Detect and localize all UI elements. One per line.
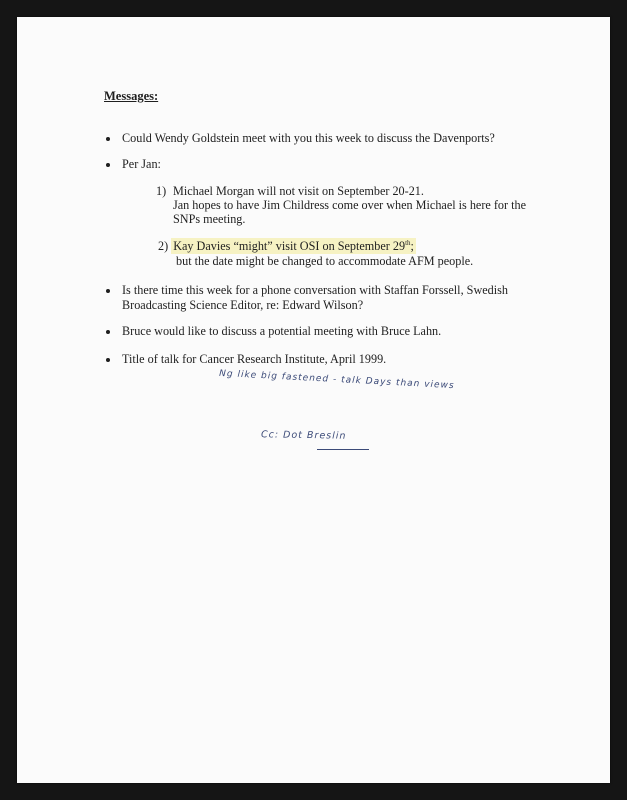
highlighted-text [171, 238, 416, 254]
bullet-marker [106, 358, 110, 362]
message-item-per-jan: Per Jan: [122, 157, 161, 171]
bullet-marker [106, 330, 110, 334]
message-item-title-talk: Title of talk for Cancer Research Institute, April 1999. [122, 352, 387, 366]
document-page [17, 17, 610, 783]
bullet-marker [106, 289, 110, 293]
bullet-marker [106, 137, 110, 141]
messages-heading: Messages: [104, 89, 159, 103]
sub-item-2-line-2: but the date might be changed to accommodate AFM people. [176, 254, 474, 268]
message-item-wendy: Could Wendy Goldstein meet with you this week to discuss the Davenports? [122, 131, 495, 145]
highlighted-text-end: ; [410, 239, 414, 253]
handwritten-note-1: Ng like big fastened - talk Days than views [218, 368, 455, 392]
sub-item-2-line-1 [158, 238, 416, 254]
highlighted-text-main: Kay Davies “might” visit OSI on September 29 [173, 239, 406, 253]
message-item-bruce: Bruce would like to discuss a potential meeting with Bruce Lahn. [122, 324, 442, 338]
sub-item-1-line-2: Jan hopes to have Jim Childress come over when Michael is here for the [173, 198, 527, 212]
bullet-marker [106, 163, 110, 167]
handwritten-cc-note: Cc: Dot Breslin [260, 429, 347, 442]
handwritten-underline [317, 449, 369, 450]
sub-item-number-2: 2) [158, 239, 169, 253]
sub-item-1-line-3: SNPs meeting. [173, 212, 246, 226]
message-item-staffan-line-2: Broadcasting Science Editor, re: Edward Wilson? [122, 298, 364, 312]
ordinal-suffix: th [405, 238, 411, 247]
sub-item-number-1: 1) [156, 184, 167, 198]
sub-item-1-line-1: Michael Morgan will not visit on September 20-21. [173, 184, 424, 198]
message-item-staffan-line-1: Is there time this week for a phone conversation with Staffan Forssell, Swedish [122, 283, 508, 297]
